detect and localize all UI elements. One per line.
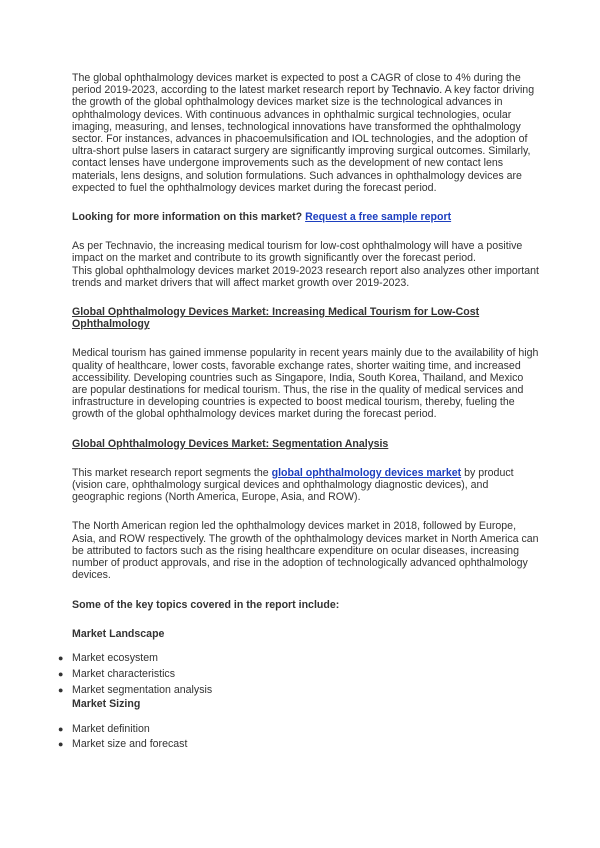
bullet-icon: ●: [58, 668, 64, 679]
bullet-icon: ●: [58, 723, 64, 734]
request-sample-link[interactable]: Request a free sample report: [305, 211, 452, 224]
bullet-icon: ●: [58, 739, 64, 750]
regional-paragraph: The North American region led the ophthalmology devices market in 2018, followed by Europe, Asia, and ROW respectively. The growth of the ophthalmology devices market in North America can be attributed to factors such as the rising healthcare expenditure on ocular diseases, increasing number of product approvals, and rise in the adoption of technologically advanced ophthalmology devices.: [72, 520, 539, 582]
brand-name: Technavio.: [391, 84, 443, 97]
cta-question: Looking for more information on this market?: [72, 211, 303, 224]
bullet-icon: ●: [58, 684, 64, 695]
market-landscape-list: [58, 651, 540, 698]
list-item: ● Market characteristics: [72, 667, 540, 683]
tourism-intro-line2: This global ophthalmology devices market 2019-2023 research report also analyzes other important trends and market drivers that will affect market growth over 2019-2023.: [72, 264, 539, 289]
sample-report-cta: [72, 211, 540, 223]
tourism-intro-line1: As per Technavio, the increasing medical tourism for low-cost ophthalmology will have a positive impact on the market and contribute to its growth significantly over the forecast period.: [72, 240, 523, 265]
section-heading-medical-tourism: Global Ophthalmology Devices Market: Increasing Medical Tourism for Low-Cost Ophthalmology: [72, 306, 480, 331]
document-page: [58, 72, 540, 753]
list-item: ● Market size and forecast: [72, 737, 540, 753]
intro-text-1: The global ophthalmology devices market is expected to post a CAGR of close to 4% during the period 2019-2023, according to the latest market research report by: [72, 72, 521, 97]
market-sizing-list: [58, 722, 540, 754]
segmentation-text-2: by product (vision care, ophthalmology surgical devices and ophthalmology diagnostic devices), and geographic regions (North America, Europe, Asia, and ROW).: [72, 466, 514, 504]
bullet-icon: ●: [58, 652, 64, 663]
medical-tourism-paragraph: Medical tourism has gained immense popularity in recent years mainly due to the availability of high quality of healthcare, lower costs, favorable exchange rates, shorter waiting time, and increased accessibility. Developing countries such as Singapore, India, South Korea, Thailand, and Mexico are popular destinations for medical tourism. Thus, the rise in the quality of medical services and infrastructure in developing countries is expected to boost medical tourism, thereby, fueling the growth of the global ophthalmology devices market during the forecast period.: [72, 347, 539, 421]
list-item: ● Market ecosystem: [72, 651, 540, 667]
segmentation-paragraph: [72, 467, 540, 504]
market-sizing-heading: Market Sizing: [72, 698, 141, 711]
tourism-intro: [72, 240, 540, 289]
intro-paragraph: [72, 72, 540, 194]
market-landscape-heading: Market Landscape: [72, 627, 165, 640]
segmentation-text-1: This market research report segments the: [72, 466, 272, 479]
market-link[interactable]: global ophthalmology devices market: [271, 466, 462, 479]
list-item: ● Market definition: [72, 722, 540, 738]
key-topics-heading: Some of the key topics covered in the report include:: [72, 598, 340, 611]
section-heading-segmentation: Global Ophthalmology Devices Market: Segmentation Analysis: [72, 437, 389, 450]
list-item: ● Market segmentation analysis: [72, 683, 540, 699]
intro-text-2: A key factor driving the growth of the global ophthalmology devices market size is the technological advances in ophthalmology devices. With continuous advances in ophthalmic surgical technologies, ocular imaging, measuring, and lenses, technological innovations have transformed the ophthalmology sector. For instances, advances in phacoemulsification and IOL technologies, and the adoption of ultra-short pulse lasers in cataract surgery are significantly improving surgical outcomes. Similarly, contact lenses have undergone improvements such as the development of new contact lens materials, lens designs, and solution formulations. Such advances in ophthalmology devices are expected to fuel the ophthalmology devices market during the forecast period.: [72, 84, 535, 194]
